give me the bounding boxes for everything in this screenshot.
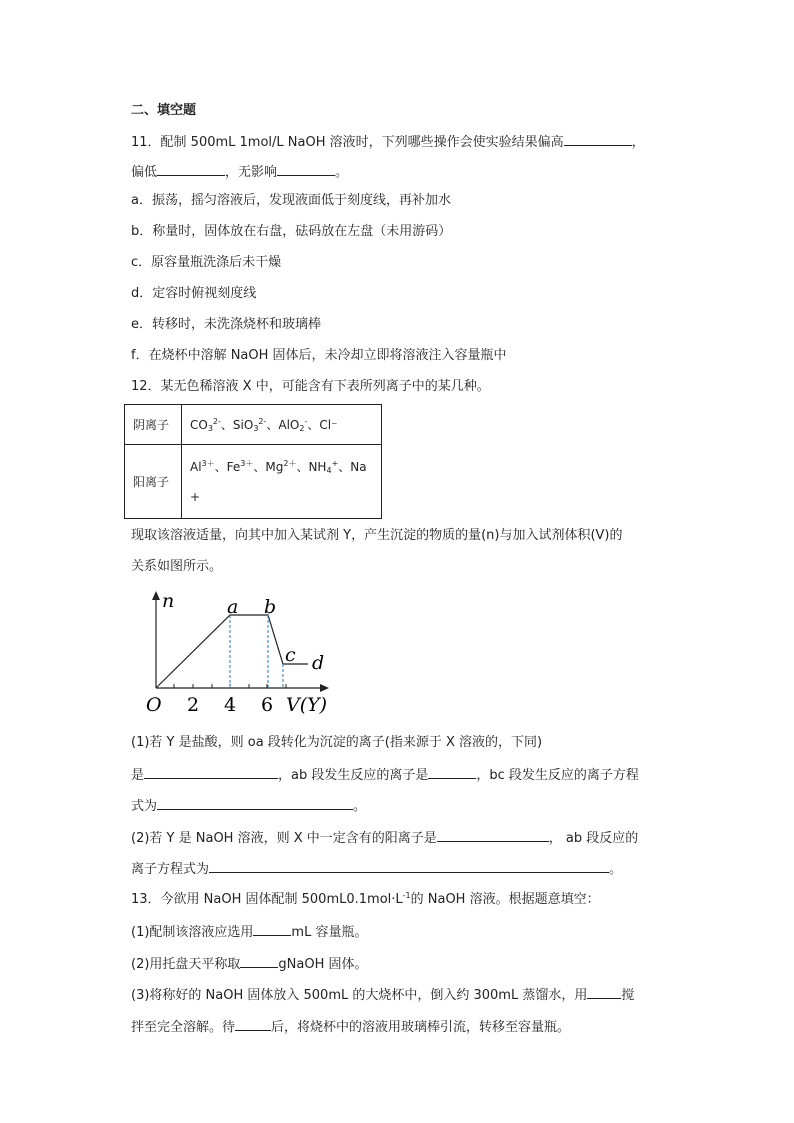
q11-end: 。 (335, 165, 349, 180)
anion-row (125, 405, 382, 445)
anion-list: $CO_3^{2-}$、SiO$_3^{2-}$、AlO$_2$-、Cl⁻ (182, 405, 382, 445)
point-c-label: c (285, 644, 296, 666)
q11-option-d: d．定容时俯视刻度线 (131, 286, 257, 301)
q12-blank-bc[interactable] (157, 796, 353, 810)
x-label: V(Y) (286, 694, 328, 716)
q11-option-e: e．转移时，未洗涤烧杯和玻璃棒 (131, 317, 321, 332)
q12-desc-line1: 现取该溶液适量，向其中加入某试剂 Y，产生沉淀的物质的量(n)与加入试剂体积(V)的 (131, 528, 623, 543)
q13-blank-wait[interactable] (235, 1017, 271, 1031)
q11-stem-text: 11．配制 500mL 1mol/L NaOH 溶液时，下列哪些操作会使实验结果偏高 (131, 135, 564, 150)
q13-blank-mass[interactable] (240, 954, 278, 968)
cation-list: $Al^{3+}$、$Fe^{3+}$、$Mg^{2+}$、$NH_4^+$、Na + (182, 445, 382, 519)
point-a-label: a (227, 596, 239, 618)
q13-s2: (2)用托盘天平称取 gNaOH 固体。 (131, 954, 368, 974)
q12-blank-ab[interactable] (428, 765, 476, 779)
q13-stem: 13．今欲用 NaOH 固体配制 $500mL0.1mol\cdot L^{-1}$的 NaOH 溶液。根据题意填空： (131, 891, 600, 907)
x-axis-arrow (320, 684, 329, 692)
q11-option-b: b．称量时，固体放在右盘，砝码放在左盘（未用游码） (131, 224, 452, 239)
q11-option-a: a．振荡，摇匀溶液后，发现液面低于刻度线，再补加水 (131, 193, 451, 208)
cation-row (125, 445, 382, 519)
cation-label: 阳离子 (125, 445, 182, 519)
q12-p2-line1: (2)若 Y 是 NaOH 溶液，则 X 中一定含有的阳离子是 ， ab 段反应的 (131, 828, 638, 848)
origin-label: O (146, 694, 162, 716)
q12-desc-line2: 关系如图所示。 (131, 559, 223, 574)
y-label: n (162, 590, 175, 612)
q12-stem: 12．某无色稀溶液 X 中，可能含有下表所列离子中的某几种。 (131, 379, 490, 394)
q11-stem-line1 (131, 132, 645, 152)
q12-blank-cation[interactable] (437, 828, 549, 842)
y-axis-arrow (152, 591, 160, 600)
q13-s1: (1)配制该溶液应选用 mL 容量瓶。 (131, 922, 367, 942)
q11-none-label: ，无影响 (225, 165, 278, 180)
q11-option-f: f．在烧杯中溶解 NaOH 固体后，未冷却立即将溶液注入容量瓶中 (131, 348, 507, 363)
section-title: 二、填空题 (131, 103, 197, 118)
tick-label-6: 6 (261, 694, 274, 716)
q12-blank-oa[interactable] (144, 765, 278, 779)
q13-blank-tool[interactable] (587, 985, 621, 999)
point-d-label: d (312, 652, 325, 674)
q11-blank-high[interactable] (564, 132, 632, 146)
q12-p1-line1: (1)若 Y 是盐酸，则 oa 段转化为沉淀的离子(指来源于 X 溶液的，下同) (131, 735, 543, 750)
q13-blank-volume[interactable] (253, 922, 291, 936)
q12-blank-ab-eq[interactable] (209, 859, 609, 873)
tick-label-2: 2 (187, 694, 200, 716)
q11-stem-comma: ， (631, 135, 645, 150)
q12-p2-line2: 离子方程式为 。 (131, 859, 622, 879)
q12-p1-line3: 式为 。 (131, 796, 366, 816)
q13-s3-line2: 拌至完全溶解。待 后，将烧杯中的溶液用玻璃棒引流，转移至容量瓶。 (131, 1017, 570, 1037)
q11-stem-line2 (131, 162, 348, 182)
anion-label: 阴离子 (125, 405, 182, 445)
q11-option-c: c．原容量瓶洗涤后未干燥 (131, 255, 282, 270)
q11-blank-none[interactable] (277, 162, 335, 176)
q11-blank-low[interactable] (157, 162, 225, 176)
point-b-label: b (264, 596, 277, 618)
precipitate-graph (140, 588, 340, 720)
q13-s3-line1: (3)将称好的 NaOH 固体放入 500mL 的大烧杯中，倒入约 300mL 蒸馏水，用 搅 (131, 985, 634, 1005)
q12-p1-line2: 是 ，ab 段发生反应的离子是 ，bc 段发生反应的离子方程 (131, 765, 639, 785)
tick-label-4: 4 (224, 694, 237, 716)
ion-table (124, 404, 382, 519)
q11-low-label: 偏低 (131, 165, 158, 180)
